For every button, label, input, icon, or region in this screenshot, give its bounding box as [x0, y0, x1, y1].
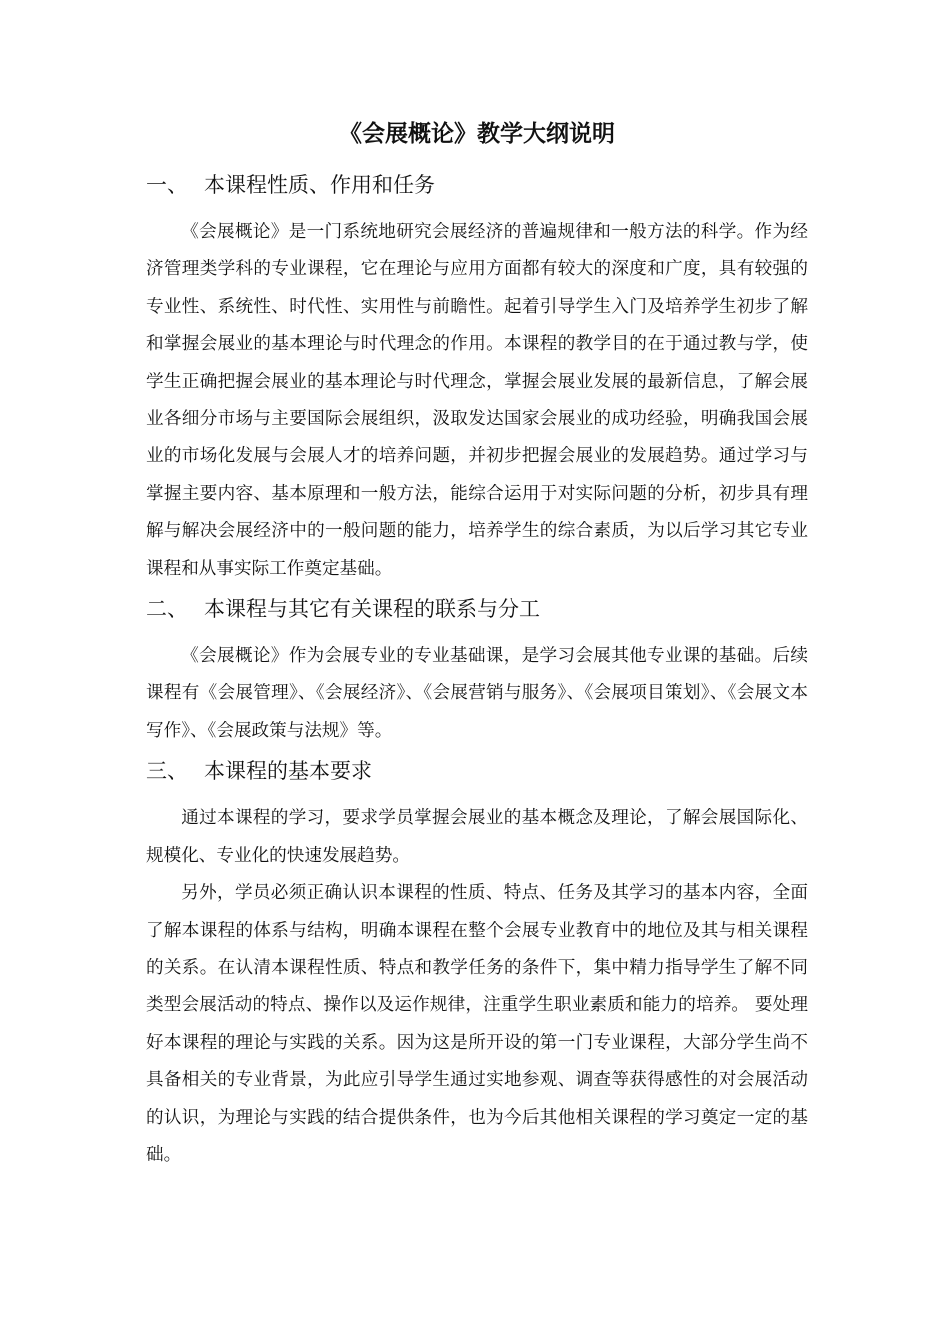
section-number: 一、	[146, 173, 188, 197]
section-number: 三、	[146, 759, 188, 784]
section-title: 本课程与其它有关课程的联系与分工	[204, 597, 540, 622]
section-1-paragraph-1: 《会展概论》是一门系统地研究会展经济的普遍规律和一般方法的科学。作为经济管理类学科的专业课程，它在理论与应用方面都有较大的深度和广度，具有较强的专业性、系统性、时代性、实用性与前瞻性。起着引导学生入门及培养学生初步了解和掌握会展业的基本理论与时代理念的作用。本课程的教学目的在于通过教与学，使学生正确把握会展业的基本理论与时代理念，掌握会展业发展的最新信息，了解会展业各细分市场与主要国际会展组织，汲取发达国家会展业的成功经验，明确我国会展业的市场化发展与会展人才的培养问题，并初步把握会展业的发展趋势。通过学习与掌握主要内容、基本原理和一般方法，能综合运用于对实际问题的分析，初步具有理解与解决会展经济中的一般问题的能力，培养学生的综合素质，为以后学习其它专业课程和从事实际工作奠定基础。	[146, 222, 808, 579]
section-title: 本课程性质、作用和任务	[204, 173, 435, 197]
section-title: 本课程的基本要求	[204, 759, 372, 784]
section-heading-2	[146, 590, 808, 628]
section-heading-3	[146, 752, 808, 790]
section-3-paragraph-1: 通过本课程的学习，要求学员掌握会展业的基本概念及理论，了解会展国际化、规模化、专业化的快速发展趋势。	[146, 808, 808, 866]
section-number: 二、	[146, 597, 188, 622]
section-3-paragraph-2: 另外，学员必须正确认识本课程的性质、特点、任务及其学习的基本内容，全面了解本课程的体系与结构，明确本课程在整个会展专业教育中的地位及其与相关课程的关系。在认清本课程性质、特点和教学任务的条件下，集中精力指导学生了解不同类型会展活动的特点、操作以及运作规律，注重学生职业素质和能力的培养。 要处理好本课程的理论与实践的关系。因为这是所开设的第一门专业课程，大部分学生尚不具备相关的专业背景，为此应引导学生通过实地参观、调查等获得感性的对会展活动的认识，为理论与实践的结合提供条件，也为今后其他相关课程的学习奠定一定的基础。	[146, 883, 808, 1165]
section-2-paragraph-1: 《会展概论》作为会展专业的专业基础课，是学习会展其他专业课的基础。后续课程有《会展管理》、《会展经济》、《会展营销与服务》、《会展项目策划》、《会展文本写作》、《会展政策与法规》等。	[146, 646, 808, 741]
document-title: 《会展概论》教学大纲说明	[339, 120, 615, 147]
document-body	[146, 114, 808, 1174]
section-heading-1	[146, 166, 808, 204]
